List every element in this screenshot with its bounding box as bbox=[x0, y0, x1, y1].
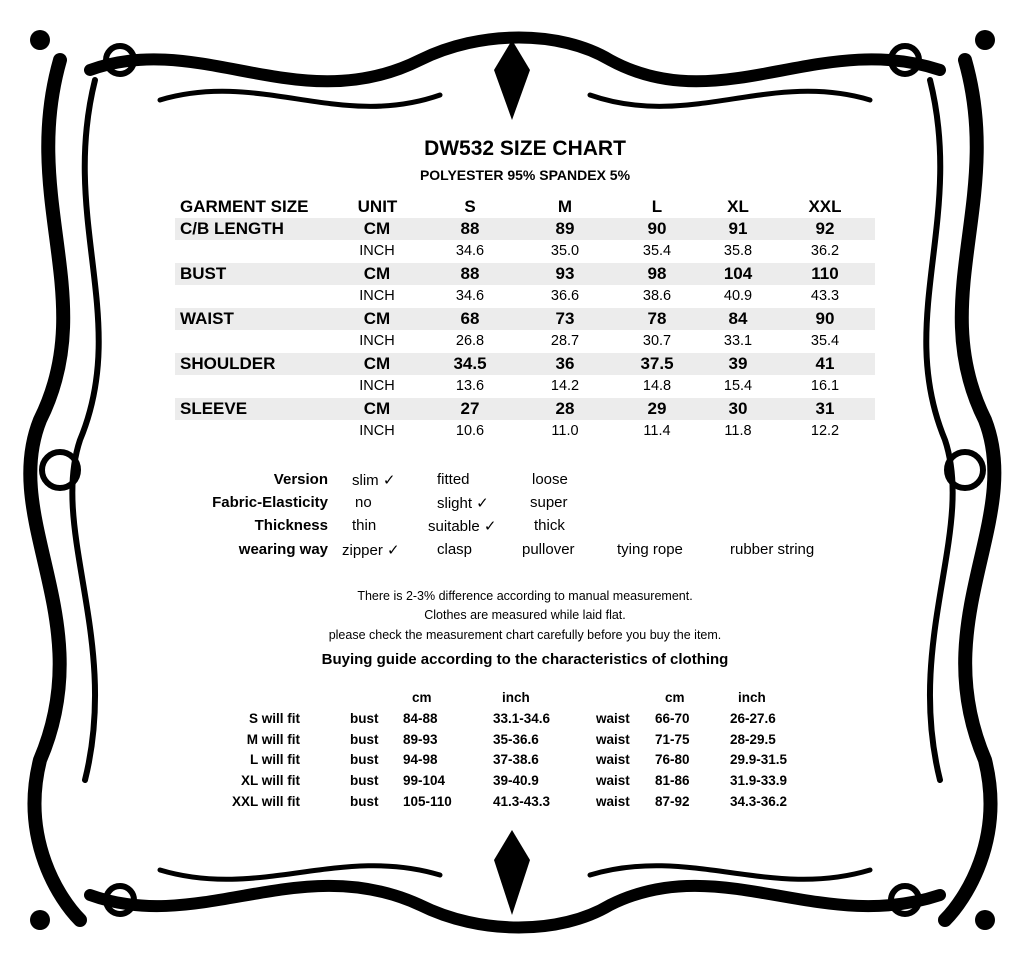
cm-value: 28 bbox=[555, 399, 575, 418]
cm-value: 30 bbox=[728, 399, 748, 418]
cm-value: 110 bbox=[811, 264, 839, 283]
inch-value: 13.6 bbox=[455, 378, 485, 394]
inch-value: 15.4 bbox=[723, 378, 753, 394]
guide-waist-inch: 31.9-33.9 bbox=[730, 773, 788, 788]
size-header-l: L bbox=[651, 197, 663, 216]
measurement-note: There is 2-3% difference according to manual measurement. bbox=[357, 589, 693, 603]
cm-value: 93 bbox=[555, 264, 575, 283]
guide-waist-label: waist bbox=[596, 773, 630, 788]
guide-row-label: XL will fit bbox=[240, 773, 300, 788]
cm-value: 78 bbox=[647, 309, 667, 328]
guide-bust-label: bust bbox=[350, 773, 379, 788]
attr-option: no bbox=[355, 494, 372, 511]
inch-value: 11.0 bbox=[551, 423, 579, 439]
cm-value: 84 bbox=[728, 309, 748, 328]
row-label-bust: BUST bbox=[180, 264, 227, 283]
guide-waist-inch: 34.3-36.2 bbox=[730, 794, 788, 809]
attr-label-version: Version bbox=[273, 471, 328, 488]
guide-bust-cm: 105-110 bbox=[403, 794, 452, 809]
cm-value: 27 bbox=[460, 399, 480, 418]
unit-inch: INCH bbox=[359, 423, 395, 439]
attr-option: thin bbox=[352, 517, 377, 534]
attr-option: thick bbox=[534, 517, 565, 534]
unit-inch: INCH bbox=[359, 243, 395, 259]
guide-bust-inch: 35-36.6 bbox=[493, 732, 539, 747]
cm-value: 36 bbox=[555, 354, 575, 373]
inch-value: 10.6 bbox=[455, 423, 485, 439]
inch-value: 33.1 bbox=[723, 333, 753, 349]
guide-waist-cm: 76-80 bbox=[655, 752, 690, 767]
attr-option: super bbox=[530, 494, 568, 511]
attr-label-fabric-elasticity: Fabric-Elasticity bbox=[212, 494, 328, 511]
cm-value: 90 bbox=[815, 309, 835, 328]
cm-value: 39 bbox=[728, 354, 748, 373]
cm-value: 89 bbox=[555, 219, 575, 238]
inch-value: 43.3 bbox=[810, 288, 840, 304]
unit-inch: INCH bbox=[359, 378, 395, 394]
guide-bust-label: bust bbox=[350, 711, 379, 726]
guide-waist-cm: 81-86 bbox=[655, 773, 690, 788]
guide-col-inch: inch bbox=[738, 690, 766, 705]
inch-value: 34.6 bbox=[455, 288, 485, 304]
cm-value: 92 bbox=[815, 219, 835, 238]
chart-title: DW532 SIZE CHART bbox=[424, 137, 626, 160]
guide-bust-label: bust bbox=[350, 752, 379, 767]
attr-option: pullover bbox=[522, 541, 575, 558]
guide-waist-cm: 71-75 bbox=[655, 732, 690, 747]
guide-col-cm: cm bbox=[412, 690, 432, 705]
attr-label-wearing-way: wearing way bbox=[238, 541, 328, 558]
measurement-note: Clothes are measured while laid flat. bbox=[424, 608, 626, 622]
attr-label-thickness: Thickness bbox=[254, 517, 328, 534]
attr-option: clasp bbox=[437, 541, 473, 558]
attr-option: slim ✓ bbox=[352, 472, 396, 489]
inch-value: 35.0 bbox=[550, 243, 580, 259]
guide-row-label: XXL will fit bbox=[231, 794, 300, 809]
inch-value: 35.8 bbox=[723, 243, 753, 259]
unit-header: UNIT bbox=[357, 197, 398, 216]
guide-bust-cm: 89-93 bbox=[403, 732, 438, 747]
inch-value: 28.7 bbox=[550, 333, 580, 349]
guide-bust-inch: 39-40.9 bbox=[493, 773, 539, 788]
guide-row-label: M will fit bbox=[246, 732, 300, 747]
attr-option: tying rope bbox=[617, 541, 683, 558]
buying-guide-title: Buying guide according to the characteristics of clothing bbox=[321, 651, 729, 668]
unit-cm: CM bbox=[363, 219, 391, 238]
row-label-shoulder: SHOULDER bbox=[180, 354, 276, 373]
inch-value: 26.8 bbox=[455, 333, 485, 349]
cm-value: 88 bbox=[460, 219, 480, 238]
cm-value: 34.5 bbox=[453, 354, 487, 373]
inch-value: 12.2 bbox=[810, 423, 840, 439]
guide-bust-cm: 84-88 bbox=[403, 711, 438, 726]
attr-option: zipper ✓ bbox=[342, 542, 400, 559]
unit-cm: CM bbox=[363, 309, 391, 328]
guide-bust-inch: 41.3-43.3 bbox=[493, 794, 551, 809]
guide-row-label: S will fit bbox=[248, 711, 300, 726]
size-header-m: M bbox=[557, 197, 573, 216]
material-subtitle: POLYESTER 95% SPANDEX 5% bbox=[419, 167, 631, 183]
inch-value: 34.6 bbox=[455, 243, 485, 259]
guide-bust-inch: 37-38.6 bbox=[493, 752, 539, 767]
guide-waist-inch: 29.9-31.5 bbox=[730, 752, 788, 767]
inch-value: 14.2 bbox=[550, 378, 580, 394]
inch-value: 40.9 bbox=[723, 288, 753, 304]
inch-value: 11.8 bbox=[724, 423, 752, 439]
row-label-waist: WAIST bbox=[180, 309, 234, 328]
guide-row-label: L will fit bbox=[250, 752, 300, 767]
unit-inch: INCH bbox=[359, 288, 395, 304]
cm-value: 37.5 bbox=[640, 354, 674, 373]
measurement-note: please check the measurement chart carefully before you buy the item. bbox=[328, 628, 722, 642]
attr-option: rubber string bbox=[730, 541, 815, 558]
inch-value: 35.4 bbox=[642, 243, 672, 259]
inch-value: 38.6 bbox=[642, 288, 672, 304]
guide-bust-cm: 94-98 bbox=[403, 752, 438, 767]
guide-col-inch: inch bbox=[502, 690, 530, 705]
cm-value: 91 bbox=[728, 219, 748, 238]
guide-waist-label: waist bbox=[596, 794, 630, 809]
inch-value: 11.4 bbox=[643, 423, 671, 439]
inch-value: 36.2 bbox=[810, 243, 840, 259]
cm-value: 41 bbox=[815, 354, 835, 373]
attr-option: suitable ✓ bbox=[428, 518, 497, 535]
attr-option: fitted bbox=[437, 471, 470, 488]
cm-value: 68 bbox=[460, 309, 480, 328]
guide-bust-inch: 33.1-34.6 bbox=[493, 711, 551, 726]
cm-value: 98 bbox=[647, 264, 667, 283]
inch-value: 30.7 bbox=[642, 333, 672, 349]
unit-cm: CM bbox=[363, 354, 391, 373]
cm-value: 88 bbox=[460, 264, 480, 283]
size-header-xl: XL bbox=[727, 197, 749, 216]
inch-value: 35.4 bbox=[810, 333, 840, 349]
cm-value: 104 bbox=[723, 264, 753, 283]
guide-bust-cm: 99-104 bbox=[403, 773, 446, 788]
guide-bust-label: bust bbox=[350, 794, 379, 809]
guide-waist-label: waist bbox=[596, 752, 630, 767]
guide-waist-label: waist bbox=[596, 711, 630, 726]
row-label-cb-length: C/B LENGTH bbox=[180, 219, 284, 238]
guide-bust-label: bust bbox=[350, 732, 379, 747]
guide-waist-inch: 28-29.5 bbox=[730, 732, 776, 747]
guide-waist-cm: 87-92 bbox=[655, 794, 690, 809]
cm-value: 73 bbox=[555, 309, 575, 328]
inch-value: 14.8 bbox=[642, 378, 672, 394]
inch-value: 16.1 bbox=[810, 378, 840, 394]
cm-value: 90 bbox=[647, 219, 667, 238]
attr-option: slight ✓ bbox=[437, 495, 489, 512]
unit-cm: CM bbox=[363, 264, 391, 283]
guide-waist-cm: 66-70 bbox=[655, 711, 690, 726]
cm-value: 31 bbox=[815, 399, 835, 418]
size-header-s: S bbox=[464, 197, 476, 216]
unit-cm: CM bbox=[363, 399, 391, 418]
attr-option: loose bbox=[532, 471, 568, 488]
size-header-xxl: XXL bbox=[808, 197, 842, 216]
guide-col-cm: cm bbox=[665, 690, 685, 705]
row-label-sleeve: SLEEVE bbox=[180, 399, 248, 418]
garment-size-header: GARMENT SIZE bbox=[180, 197, 309, 216]
guide-waist-label: waist bbox=[596, 732, 630, 747]
cm-value: 29 bbox=[647, 399, 667, 418]
guide-waist-inch: 26-27.6 bbox=[730, 711, 776, 726]
inch-value: 36.6 bbox=[550, 288, 580, 304]
unit-inch: INCH bbox=[359, 333, 395, 349]
